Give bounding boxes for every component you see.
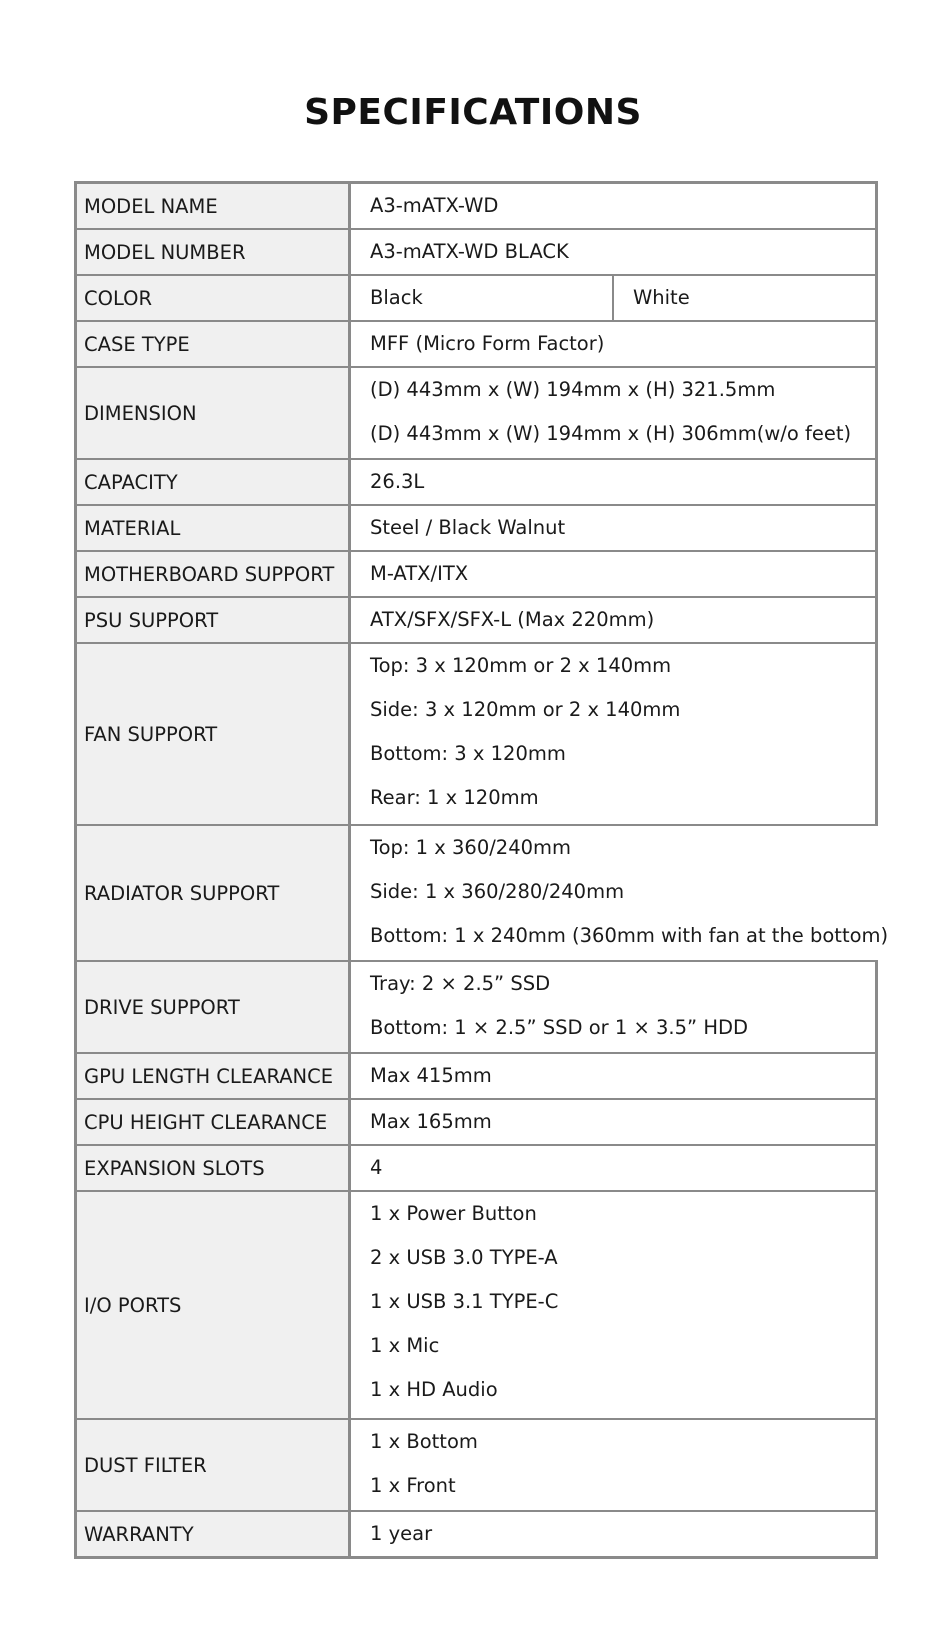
spec-value: 4 <box>370 1156 383 1179</box>
spec-label: DUST FILTER <box>77 1420 351 1510</box>
spec-value-cell <box>351 230 875 274</box>
spec-value: 1 year <box>370 1522 433 1545</box>
spec-row-motherboard-support <box>77 552 875 598</box>
spec-value: Top: 1 x 360/240mm <box>370 836 572 859</box>
spec-value: Bottom: 1 x 240mm (360mm with fan at the bottom) <box>370 924 889 947</box>
spec-value-cell <box>351 184 875 228</box>
spec-value: (D) 443mm x (W) 194mm x (H) 321.5mm <box>370 378 776 401</box>
spec-value: Tray: 2 × 2.5” SSD <box>370 972 551 995</box>
spec-row-color <box>77 276 875 322</box>
color-option-white: White <box>612 276 875 320</box>
spec-table <box>74 181 889 1559</box>
spec-value-cell <box>351 1420 875 1510</box>
spec-row-io-ports <box>77 1192 875 1420</box>
spec-value: 1 x Power Button <box>370 1202 537 1225</box>
spec-value-cell <box>351 598 875 642</box>
spec-label: MOTHERBOARD SUPPORT <box>77 552 351 596</box>
spec-row-expansion-slots <box>77 1146 875 1192</box>
spec-value: Bottom: 3 x 120mm <box>370 742 566 765</box>
spec-label: COLOR <box>77 276 351 320</box>
spec-value: MFF (Micro Form Factor) <box>370 332 605 355</box>
spec-label: RADIATOR SUPPORT <box>77 826 351 960</box>
spec-value: Bottom: 1 × 2.5” SSD or 1 × 3.5” HDD <box>370 1016 749 1039</box>
spec-row-case-type <box>77 322 875 368</box>
spec-value: ATX/SFX/SFX-L (Max 220mm) <box>370 608 655 631</box>
spec-label: EXPANSION SLOTS <box>77 1146 351 1190</box>
spec-label: PSU SUPPORT <box>77 598 351 642</box>
spec-label: CAPACITY <box>77 460 351 504</box>
spec-value: Side: 1 x 360/280/240mm <box>370 880 625 903</box>
spec-label: GPU LENGTH CLEARANCE <box>77 1054 351 1098</box>
spec-label: WARRANTY <box>77 1512 351 1556</box>
spec-row-gpu-length-clearance <box>77 1054 875 1100</box>
spec-value: A3-mATX-WD <box>370 194 499 217</box>
spec-value: Top: 3 x 120mm or 2 x 140mm <box>370 654 672 677</box>
spec-value: 1 x Front <box>370 1474 456 1497</box>
spec-row-radiator-support <box>77 826 889 962</box>
spec-value: 1 x USB 3.1 TYPE-C <box>370 1290 559 1313</box>
spec-value-cell <box>351 962 875 1052</box>
spec-value-cell <box>351 322 875 366</box>
spec-value: 2 x USB 3.0 TYPE-A <box>370 1246 558 1269</box>
spec-value-cell <box>351 826 888 960</box>
spec-label: I/O PORTS <box>77 1192 351 1418</box>
spec-row-model-number <box>77 230 875 276</box>
spec-row-drive-support <box>77 962 875 1054</box>
spec-row-fan-support <box>77 644 875 826</box>
spec-row-cpu-height-clearance <box>77 1100 875 1146</box>
spec-value-cell <box>351 1192 875 1418</box>
spec-row-capacity <box>77 460 875 506</box>
spec-label: MATERIAL <box>77 506 351 550</box>
spec-row-warranty <box>77 1512 875 1556</box>
spec-row-psu-support <box>77 598 875 644</box>
spec-value-cell <box>351 552 875 596</box>
spec-label: CPU HEIGHT CLEARANCE <box>77 1100 351 1144</box>
spec-value: Steel / Black Walnut <box>370 516 566 539</box>
spec-value: Max 165mm <box>370 1110 492 1133</box>
spec-label: MODEL NUMBER <box>77 230 351 274</box>
spec-value-cell <box>351 276 875 320</box>
spec-value-cell <box>351 506 875 550</box>
spec-value-cell <box>351 1054 875 1098</box>
spec-row-model-name <box>77 184 875 230</box>
spec-label: MODEL NAME <box>77 184 351 228</box>
spec-value: Rear: 1 x 120mm <box>370 786 539 809</box>
spec-value: M-ATX/ITX <box>370 562 469 585</box>
spec-value-cell <box>351 1146 875 1190</box>
spec-row-material <box>77 506 875 552</box>
spec-value-cell <box>351 460 875 504</box>
spec-value: (D) 443mm x (W) 194mm x (H) 306mm(w/o feet) <box>370 422 852 445</box>
spec-value: Side: 3 x 120mm or 2 x 140mm <box>370 698 681 721</box>
spec-value: 1 x Mic <box>370 1334 440 1357</box>
spec-value-cell <box>351 644 875 824</box>
spec-label: DRIVE SUPPORT <box>77 962 351 1052</box>
spec-value-cell <box>351 1512 875 1556</box>
spec-value: 1 x Bottom <box>370 1430 478 1453</box>
spec-value-cell <box>351 368 875 458</box>
color-option-black: Black <box>370 286 423 309</box>
spec-value: 26.3L <box>370 470 425 493</box>
spec-value: Max 415mm <box>370 1064 492 1087</box>
spec-value: 1 x HD Audio <box>370 1378 498 1401</box>
spec-row-dimension <box>77 368 875 460</box>
spec-value: A3-mATX-WD BLACK <box>370 240 569 263</box>
spec-value-cell <box>351 1100 875 1144</box>
spec-label: FAN SUPPORT <box>77 644 351 824</box>
spec-label: CASE TYPE <box>77 322 351 366</box>
spec-label: DIMENSION <box>77 368 351 458</box>
page-title: SPECIFICATIONS <box>304 92 642 133</box>
spec-row-dust-filter <box>77 1420 875 1512</box>
